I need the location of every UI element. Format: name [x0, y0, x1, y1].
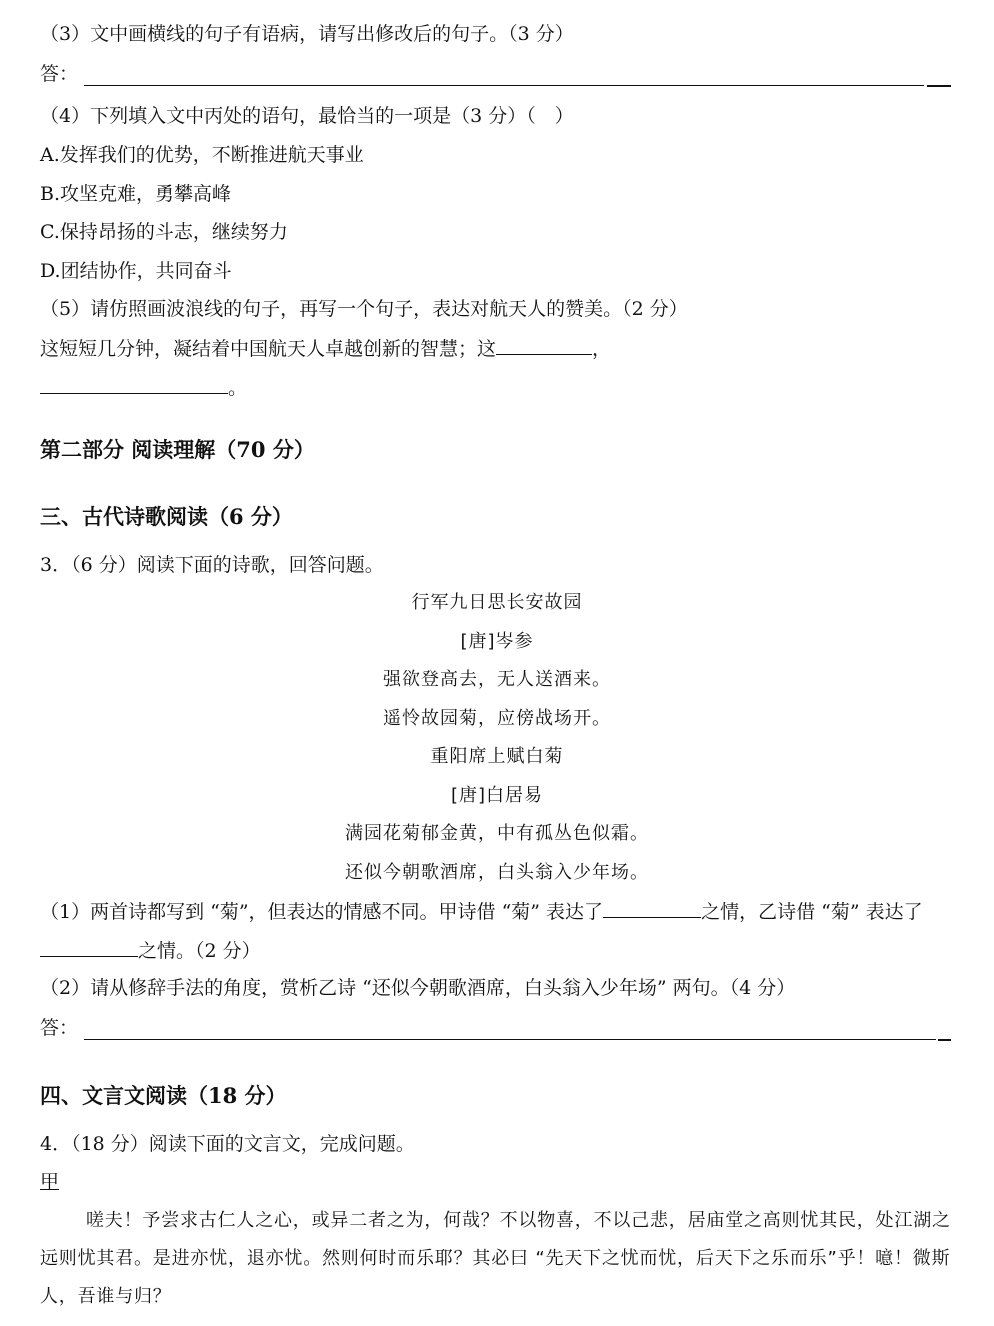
q3-sub3-answer-label: 答：	[40, 63, 79, 85]
section3-sub2: （2）请从修辞手法的角度，赏析乙诗 “还似今朝歌酒席，白头翁入少年场” 两句。（4 分）	[40, 977, 796, 999]
sentence-start: 这短短几分钟，凝结着中国航天人卓越创新的智慧；这	[40, 338, 497, 360]
fill-blank	[40, 938, 138, 957]
sub1-part2: 之情，乙诗借 “菊” 表达了	[701, 901, 923, 923]
q3-sub4-prompt: （4）下列填入文中丙处的语句，最恰当的一项是（3 分）（ ）	[40, 105, 574, 127]
answer-line-tail	[927, 84, 951, 87]
option-d: D.团结协作，共同奋斗	[40, 260, 232, 282]
answer-line	[84, 1038, 936, 1040]
section4-question: 4．（18 分）阅读下面的文言文，完成问题。	[40, 1133, 415, 1155]
comma: ，	[592, 338, 612, 360]
poem1-author: [唐]岑参	[460, 631, 534, 652]
fill-blank	[496, 336, 592, 355]
poem2-title: 重阳席上赋白菊	[430, 746, 564, 767]
section3-answer-label: 答：	[40, 1017, 79, 1039]
poem2-line-2: 还似今朝歌酒席，白头翁入少年场。	[345, 862, 649, 883]
section3-heading: 三、古代诗歌阅读（6 分）	[40, 504, 293, 529]
part2-heading: 第二部分 阅读理解（70 分）	[40, 437, 315, 462]
fill-blank	[603, 899, 701, 918]
poem2-line-1: 满园花菊郁金黄，中有孤丛色似霜。	[345, 823, 649, 844]
section3-sub1	[40, 899, 923, 924]
poem1-line-2: 遥怜故园菊，应傍战场开。	[383, 708, 611, 729]
option-b: B.攻坚克难，勇攀高峰	[40, 183, 232, 205]
section3-question: 3．（6 分）阅读下面的诗歌，回答问题。	[40, 554, 384, 576]
poem1-title: 行军九日思长安故园	[411, 592, 583, 613]
poem2-author: [唐]白居易	[450, 785, 544, 806]
sub1-part3: 之情。（2 分）	[138, 940, 261, 962]
q3-sub5-sentence	[40, 336, 611, 361]
classical-passage: 嗟夫！予尝求古仁人之心，或异二者之为，何哉？不以物喜，不以己悲，居庙堂之高则忧其民，处江湖之远则忧其君。是进亦忧，退亦忧。然则何时而乐耶？其必曰 “先天下之忧而忧，后天下之乐而乐”乎！噫！微斯人，吾谁与归？	[40, 1210, 951, 1307]
option-a: A.发挥我们的优势，不断推进航天事业	[40, 144, 364, 166]
period: 。	[228, 377, 248, 399]
answer-line	[84, 84, 924, 86]
section4-heading: 四、文言文阅读（18 分）	[40, 1083, 287, 1108]
q3-sub5-prompt: （5）请仿照画波浪线的句子，再写一个句子，表达对航天人的赞美。（2 分）	[40, 298, 688, 320]
answer-line-tail	[938, 1038, 951, 1041]
sub1-part1: （1）两首诗都写到 “菊”，但表达的情感不同。甲诗借 “菊” 表达了	[40, 901, 604, 923]
poem1-line-1: 强欲登高去，无人送酒来。	[383, 669, 611, 690]
q3-sub5-second-line	[40, 375, 247, 400]
option-c: C.保持昂扬的斗志，继续努力	[40, 221, 288, 243]
passage-jia-label: 甲	[40, 1171, 60, 1193]
q3-sub3-prompt: （3）文中画横线的句子有语病，请写出修改后的句子。（3 分）	[40, 23, 574, 45]
fill-blank	[40, 375, 228, 394]
section3-sub1-cont	[40, 938, 261, 963]
